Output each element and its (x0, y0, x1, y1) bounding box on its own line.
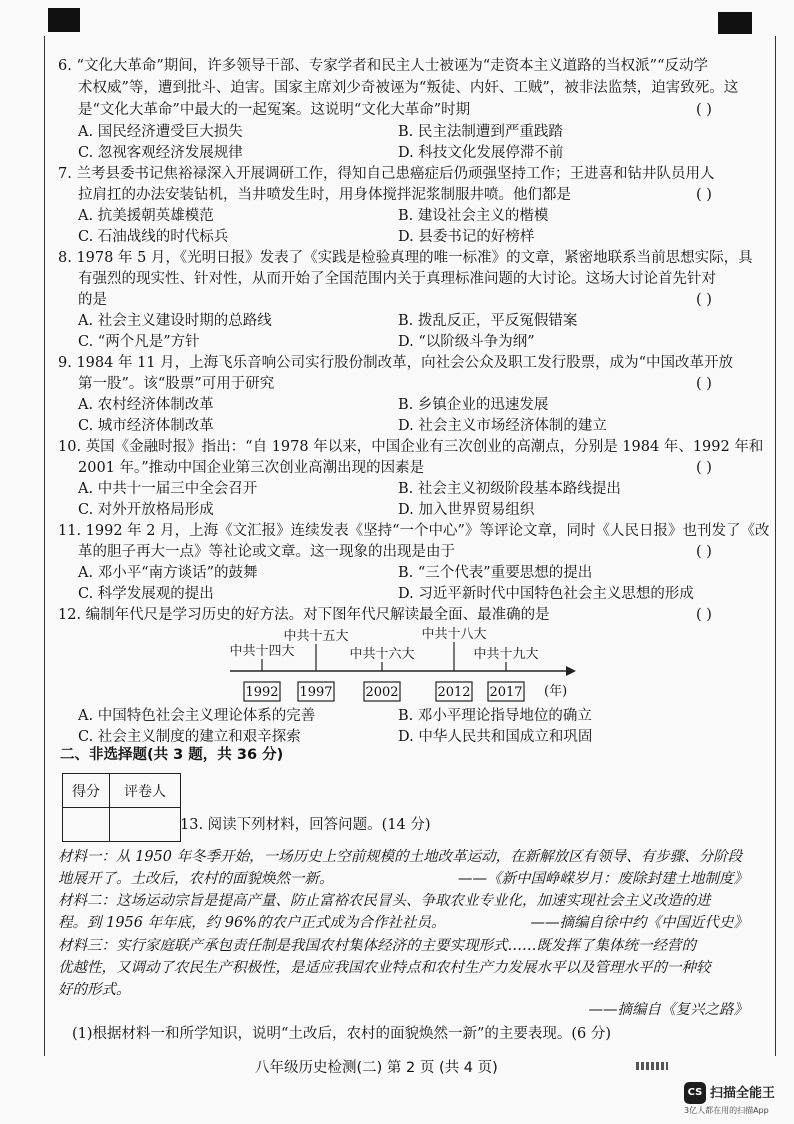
question-11-line: 革的胆子再大一点》等社论或文章。这一现象的出现是由于 (78, 544, 455, 560)
material-3-line: 材料三：实行家庭联产承包责任制是我国农村集体经济的主要实现形式……既发挥了集体统一经营的 (58, 938, 696, 954)
answer-parenthesis: ( ) (696, 187, 712, 203)
option-a: A. 中国特色社会主义理论体系的完善 (78, 708, 316, 724)
score-label: 得分 (63, 774, 110, 808)
option-d: D. “以阶级斗争为纲” (398, 334, 535, 350)
timeline-event-label: 中共十九大 (473, 647, 539, 662)
timeline-year-label: 2017 (489, 685, 523, 700)
grader-cell (110, 808, 181, 842)
option-c: C. 忽视客观经济发展规律 (78, 145, 243, 161)
timeline-year-label: 1992 (245, 685, 279, 700)
answer-parenthesis: ( ) (696, 544, 712, 560)
answer-parenthesis: ( ) (696, 607, 712, 623)
timeline-unit-label: (年) (544, 684, 568, 699)
question-10-line: 2001 年。”推动中国企业第三次创业高潮出现的因素是 (78, 460, 425, 476)
answer-parenthesis: ( ) (696, 376, 712, 392)
option-b: B. 乡镇企业的迅速发展 (398, 397, 549, 413)
option-b: B. 拨乱反正，平反冤假错案 (398, 313, 578, 329)
material-3-line: 好的形式。 (58, 982, 131, 998)
timeline-group (229, 626, 576, 701)
option-b: B. 社会主义初级阶段基本路线提出 (398, 481, 621, 497)
question-6-line: 术权威”等，遭到批斗、迫害。国家主席刘少奇被诬为“叛徒、内奸、工贼”，被非法监禁，迫害致死。这 (78, 80, 739, 96)
page-footer: 八年级历史检测(二) 第 2 页 (共 4 页) (255, 1060, 498, 1076)
timeline-event-label: 中共十四大 (229, 644, 295, 659)
scan-dots (636, 1062, 668, 1070)
scanner-app-name: 扫描全能王 (710, 1086, 776, 1101)
question-8-line: 8. 1978 年 5 月，《光明日报》发表了《实践是检验真理的唯一标准》的文章，紧密地联系当前思想实际，具 (58, 250, 753, 266)
option-d: D. 县委书记的好榜样 (398, 229, 535, 245)
question-6-line: 是“文化大革命”中最大的一起冤案。这说明“文化大革命”时期 (78, 102, 471, 118)
option-d: D. 社会主义市场经济体制的建立 (398, 418, 607, 434)
question-10-line: 10. 英国《金融时报》指出：“自 1978 年以来，中国企业有三次创业的高潮点，分别是 1984 年、1992 年和 (58, 439, 764, 455)
timeline-event-label: 中共十八大 (421, 627, 487, 642)
answer-parenthesis: ( ) (696, 460, 712, 476)
option-a: A. 中共十一届三中全会召开 (78, 481, 258, 497)
timeline-year-label: 2002 (365, 685, 399, 700)
timeline-year-label: 1997 (299, 685, 333, 700)
question-11-line: 11. 1992 年 2 月，上海《文汇报》连续发表《坚持“一个中心”》等评论文章，同时《人民日报》也刊发了《改 (58, 523, 770, 539)
material-1-source: ——《新中国峥嵘岁月：废除封建土地制度》 (458, 871, 748, 887)
question-9-line: 9. 1984 年 11 月，上海飞乐音响公司实行股份制改革，向社会公众及职工发行股票，成为“中国改革开放 (58, 355, 734, 371)
option-a: A. 邓小平“南方谈话”的鼓舞 (78, 565, 258, 581)
option-b: B. 民主法制遭到严重践踏 (398, 124, 563, 140)
question-6-line: 6. “文化大革命”期间，许多领导干部、专家学者和民主人士被诬为“走资本主义道路的当权派”“反动学 (58, 58, 709, 74)
option-a: A. 抗美援朝英雄模范 (78, 208, 214, 224)
question-7-line: 7. 兰考县委书记焦裕禄深入开展调研工作，得知自己患癌症后仍顽强坚持工作；王进喜和钻井队员用人 (58, 166, 715, 182)
material-2-source: ——摘编自徐中约《中国近代史》 (530, 915, 748, 931)
timeline-arrow-icon (566, 666, 576, 676)
option-c: C. “两个凡是”方针 (78, 334, 200, 350)
question-8-line: 的是 (78, 292, 107, 308)
grader-label: 评卷人 (110, 774, 181, 808)
score-cell (63, 808, 110, 842)
question-13-sub-1: (1)根据材料一和所学知识，说明“土改后，农村的面貌焕然一新”的主要表现。(6 分) (72, 1026, 612, 1042)
scanner-tagline: 3亿人都在用的扫描App (684, 1106, 769, 1115)
material-1-line: 材料一：从 1950 年冬季开始，一场历史上空前规模的土地改革运动，在新解放区有领导、有步骤、分阶段 (58, 849, 743, 865)
option-d: D. 习近平新时代中国特色社会主义思想的形成 (398, 586, 694, 602)
material-3-line: 优越性，又调动了农民生产积极性，是适应我国农业特点和农村生产力发展水平以及管理水平的一种较 (58, 960, 711, 976)
option-b: B. 邓小平理论指导地位的确立 (398, 708, 592, 724)
option-d: D. 中华人民共和国成立和巩固 (398, 729, 593, 745)
option-c: C. 对外开放格局形成 (78, 502, 214, 518)
question-13-prompt: 13. 阅读下列材料，回答问题。(14 分) (180, 817, 431, 833)
option-c: C. 科学发展观的提出 (78, 586, 214, 602)
question-9-line: 第一股”。该“股票”可用于研究 (78, 376, 275, 392)
score-table (62, 773, 181, 842)
option-c: C. 城市经济体制改革 (78, 418, 214, 434)
option-c: C. 石油战线的时代标兵 (78, 229, 229, 245)
timeline-event-label: 中共十六大 (349, 647, 415, 662)
material-1-line: 地展开了。土改后，农村的面貌焕然一新。 (58, 871, 334, 887)
material-2-line: 程。到 1956 年年底，约 96%的农户正式成为合作社社员。 (58, 915, 446, 931)
question-12-line: 12. 编制年代尺是学习历史的好方法。对下图年代尺解读最全面、最准确的是 (58, 607, 550, 623)
material-3-source: ——摘编自《复兴之路》 (588, 1002, 748, 1018)
question-8-line: 有强烈的现实性、针对性，从而开始了全国范围内关于真理标准问题的大讨论。这场大讨论首先针对 (78, 271, 716, 287)
timeline-event-label: 中共十五大 (283, 629, 349, 644)
answer-parenthesis: ( ) (696, 102, 712, 118)
option-a: A. 国民经济遭受巨大损失 (78, 124, 243, 140)
option-d: D. 科技文化发展停滞不前 (398, 145, 564, 161)
timeline-year-label: 2012 (437, 685, 471, 700)
option-d: D. 加入世界贸易组织 (398, 502, 535, 518)
scanner-logo-icon: CS (684, 1082, 706, 1104)
answer-parenthesis: ( ) (696, 292, 712, 308)
question-7-line: 拉肩扛的办法安装钻机，当井喷发生时，用身体搅拌泥浆制服井喷。他们都是 (78, 187, 571, 203)
option-b: B. “三个代表”重要思想的提出 (398, 565, 593, 581)
option-a: A. 社会主义建设时期的总路线 (78, 313, 272, 329)
option-c: C. 社会主义制度的建立和艰辛探索 (78, 729, 301, 745)
option-a: A. 农村经济体制改革 (78, 397, 214, 413)
material-2-line: 材料二：这场运动宗旨是提高产量、防止富裕农民冒头、争取农业专业化，加速实现社会主义改造的进 (58, 893, 711, 909)
section-heading: 二、非选择题(共 3 题，共 36 分) (60, 747, 284, 763)
option-b: B. 建设社会主义的楷模 (398, 208, 549, 224)
